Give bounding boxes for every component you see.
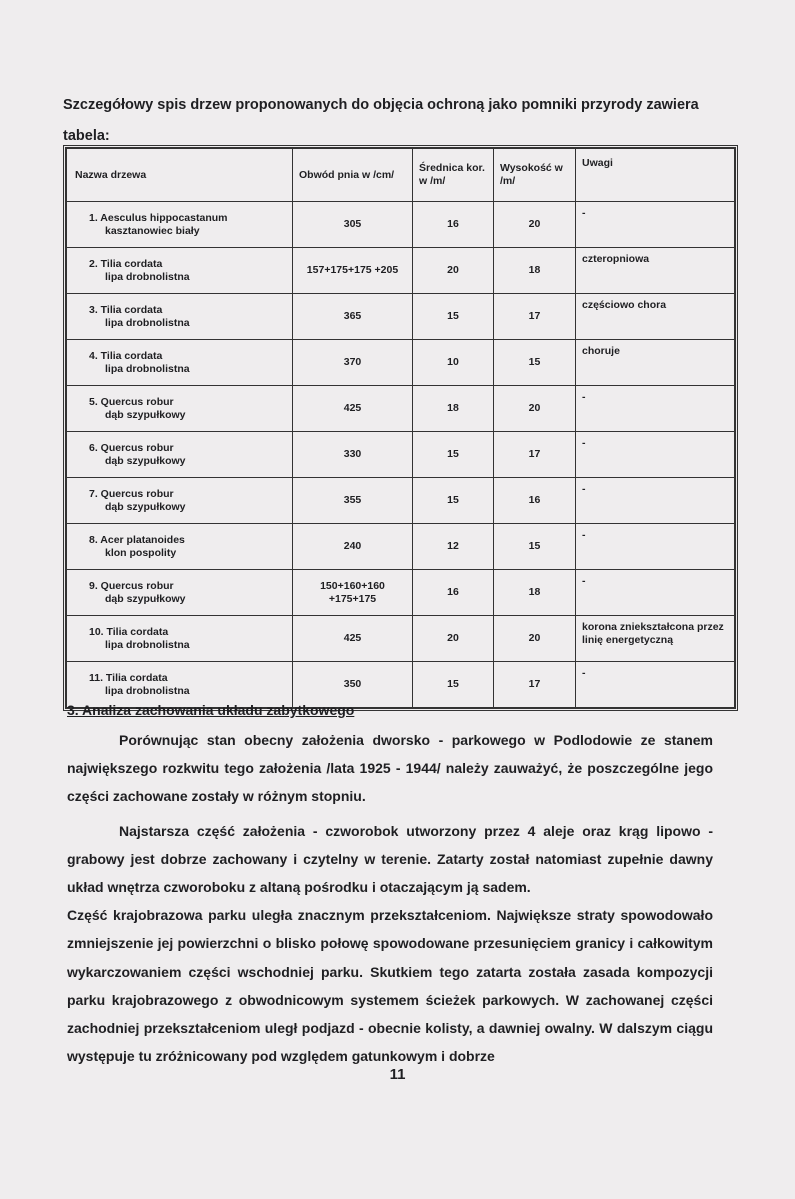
srednica-cell: 20 [413, 616, 494, 662]
tree-name-cell [67, 294, 293, 340]
uwagi-cell: - [576, 570, 735, 616]
tree-name-cell [67, 616, 293, 662]
tree-polish-name: kasztanowiec biały [105, 224, 200, 237]
obwod-cell: 370 [293, 340, 413, 386]
table-row [67, 248, 735, 294]
paragraph-2: Najstarsza część założenia - czworobok utworzony przez 4 aleje oraz krąg lipowo - grabowy jest dobrze zachowany i czytelny w terenie. Zatarty został natomiast zupełnie dawny układ wnętrza czworoboku z altaną pośrodku i otaczającym ją sadem. [67, 822, 713, 896]
srednica-cell: 20 [413, 248, 494, 294]
srednica-cell: 15 [413, 294, 494, 340]
tree-polish-name: lipa drobnolistna [105, 638, 190, 651]
header-uwagi: Uwagi [576, 149, 735, 202]
tree-latin-name: 10. Tilia cordata [89, 625, 169, 638]
srednica-cell: 18 [413, 386, 494, 432]
uwagi-cell: - [576, 662, 735, 708]
wysokosc-cell: 17 [494, 294, 576, 340]
obwod-cell: 355 [293, 478, 413, 524]
tree-polish-name: dąb szypułkowy [105, 408, 186, 421]
tree-latin-name: 6. Quercus robur [89, 441, 174, 454]
obwod-cell: 365 [293, 294, 413, 340]
tree-latin-name: 1. Aesculus hippocastanum [89, 211, 228, 224]
tree-name-cell [67, 386, 293, 432]
wysokosc-cell: 16 [494, 478, 576, 524]
srednica-cell: 15 [413, 662, 494, 708]
tree-polish-name: dąb szypułkowy [105, 454, 186, 467]
obwod-cell: 425 [293, 616, 413, 662]
page-number: 11 [389, 1066, 406, 1083]
tree-latin-name: 11. Tilia cordata [89, 671, 168, 684]
tree-latin-name: 3. Tilia cordata [89, 303, 163, 316]
tree-polish-name: klon pospolity [105, 546, 177, 559]
uwagi-cell: choruje [576, 340, 735, 386]
tree-polish-name: dąb szypułkowy [105, 592, 186, 605]
trees-table-frame [63, 145, 738, 711]
tree-polish-name: lipa drobnolistna [105, 316, 190, 329]
tree-name-cell [67, 248, 293, 294]
wysokosc-cell: 15 [494, 340, 576, 386]
wysokosc-cell: 20 [494, 202, 576, 248]
table-intro: Szczegółowy spis drzew proponowanych do objęcia ochroną jako pomniki przyrody zawiera tabela: [63, 97, 699, 144]
tree-latin-name: 5. Quercus robur [89, 395, 174, 408]
tree-name-cell [67, 524, 293, 570]
tree-name-cell [67, 340, 293, 386]
srednica-cell: 12 [413, 524, 494, 570]
uwagi-cell: - [576, 432, 735, 478]
obwod-cell: 305 [293, 202, 413, 248]
wysokosc-cell: 18 [494, 248, 576, 294]
tree-latin-name: 2. Tilia cordata [89, 257, 163, 270]
uwagi-cell: - [576, 524, 735, 570]
uwagi-cell: korona zniekształcona przez linię energetyczną [576, 616, 735, 662]
srednica-cell: 16 [413, 202, 494, 248]
header-srednica: Średnica kor. w /m/ [413, 149, 494, 202]
header-nazwa: Nazwa drzewa [67, 149, 293, 202]
wysokosc-cell: 20 [494, 386, 576, 432]
tree-latin-name: 4. Tilia cordata [89, 349, 163, 362]
obwod-cell: 240 [293, 524, 413, 570]
uwagi-cell: - [576, 202, 735, 248]
table-row [67, 386, 735, 432]
tree-name-cell [67, 432, 293, 478]
obwod-cell: 150+160+160 +175+175 [293, 570, 413, 616]
table-row [67, 616, 735, 662]
table-row [67, 294, 735, 340]
header-wysokosc: Wysokość w /m/ [494, 149, 576, 202]
tree-name-cell [67, 202, 293, 248]
tree-polish-name: lipa drobnolistna [105, 362, 190, 375]
table-row [67, 202, 735, 248]
obwod-cell: 330 [293, 432, 413, 478]
table-row [67, 340, 735, 386]
body-text [67, 726, 713, 1070]
table-row [67, 662, 735, 708]
wysokosc-cell: 17 [494, 432, 576, 478]
table-row [67, 570, 735, 616]
tree-polish-name: dąb szypułkowy [105, 500, 186, 513]
table-row [67, 524, 735, 570]
table-row [67, 478, 735, 524]
uwagi-cell: - [576, 386, 735, 432]
wysokosc-cell: 18 [494, 570, 576, 616]
wysokosc-cell: 17 [494, 662, 576, 708]
table-body [67, 202, 735, 708]
tree-polish-name: lipa drobnolistna [105, 270, 190, 283]
wysokosc-cell: 20 [494, 616, 576, 662]
tree-latin-name: 9. Quercus robur [89, 579, 174, 592]
header-obwod: Obwód pnia w /cm/ [293, 149, 413, 202]
tree-latin-name: 7. Quercus robur [89, 487, 174, 500]
tree-name-cell [67, 662, 293, 708]
trees-table [66, 148, 735, 708]
srednica-cell: 10 [413, 340, 494, 386]
table-header-row [67, 149, 735, 202]
srednica-cell: 15 [413, 478, 494, 524]
tree-name-cell [67, 478, 293, 524]
section-title: 3. Analiza zachowania układu zabytkowego [67, 702, 355, 718]
uwagi-cell: częściowo chora [576, 294, 735, 340]
paragraph-1: Porównując stan obecny założenia dworsko - parkowego w Podlodowie ze stanem największego rozkwitu tego założenia /lata 1925 - 1944/ należy zauważyć, że poszczególne jego części zachowane zostały w różnym stopniu. [67, 732, 713, 805]
table-row [67, 432, 735, 478]
uwagi-cell: czteropniowa [576, 248, 735, 294]
srednica-cell: 15 [413, 432, 494, 478]
uwagi-cell: - [576, 478, 735, 524]
obwod-cell: 157+175+175 +205 [293, 248, 413, 294]
paragraph-3: Część krajobrazowa parku uległa znacznym przekształceniom. Największe straty spowodowało zmniejszenie jej powierzchni o blisko połowę spowodowane przesunięciem granicy i całkowitym wykarczowaniem części wschodniej parku. Skutkiem tego zatarta została zasada kompozycji parku krajobrazowego z obwodnicowym systemem ścieżek parkowych. W zachowanej części zachodniej przekształceniom uległ podjazd - obecnie kolisty, a dawniej owalny. W dalszym ciągu występuje tu zróżnicowany pod względem gatunkowym i dobrze [67, 907, 713, 1065]
tree-polish-name: lipa drobnolistna [105, 684, 190, 697]
wysokosc-cell: 15 [494, 524, 576, 570]
obwod-cell: 425 [293, 386, 413, 432]
obwod-cell: 350 [293, 662, 413, 708]
tree-name-cell [67, 570, 293, 616]
srednica-cell: 16 [413, 570, 494, 616]
tree-latin-name: 8. Acer platanoides [89, 533, 185, 546]
